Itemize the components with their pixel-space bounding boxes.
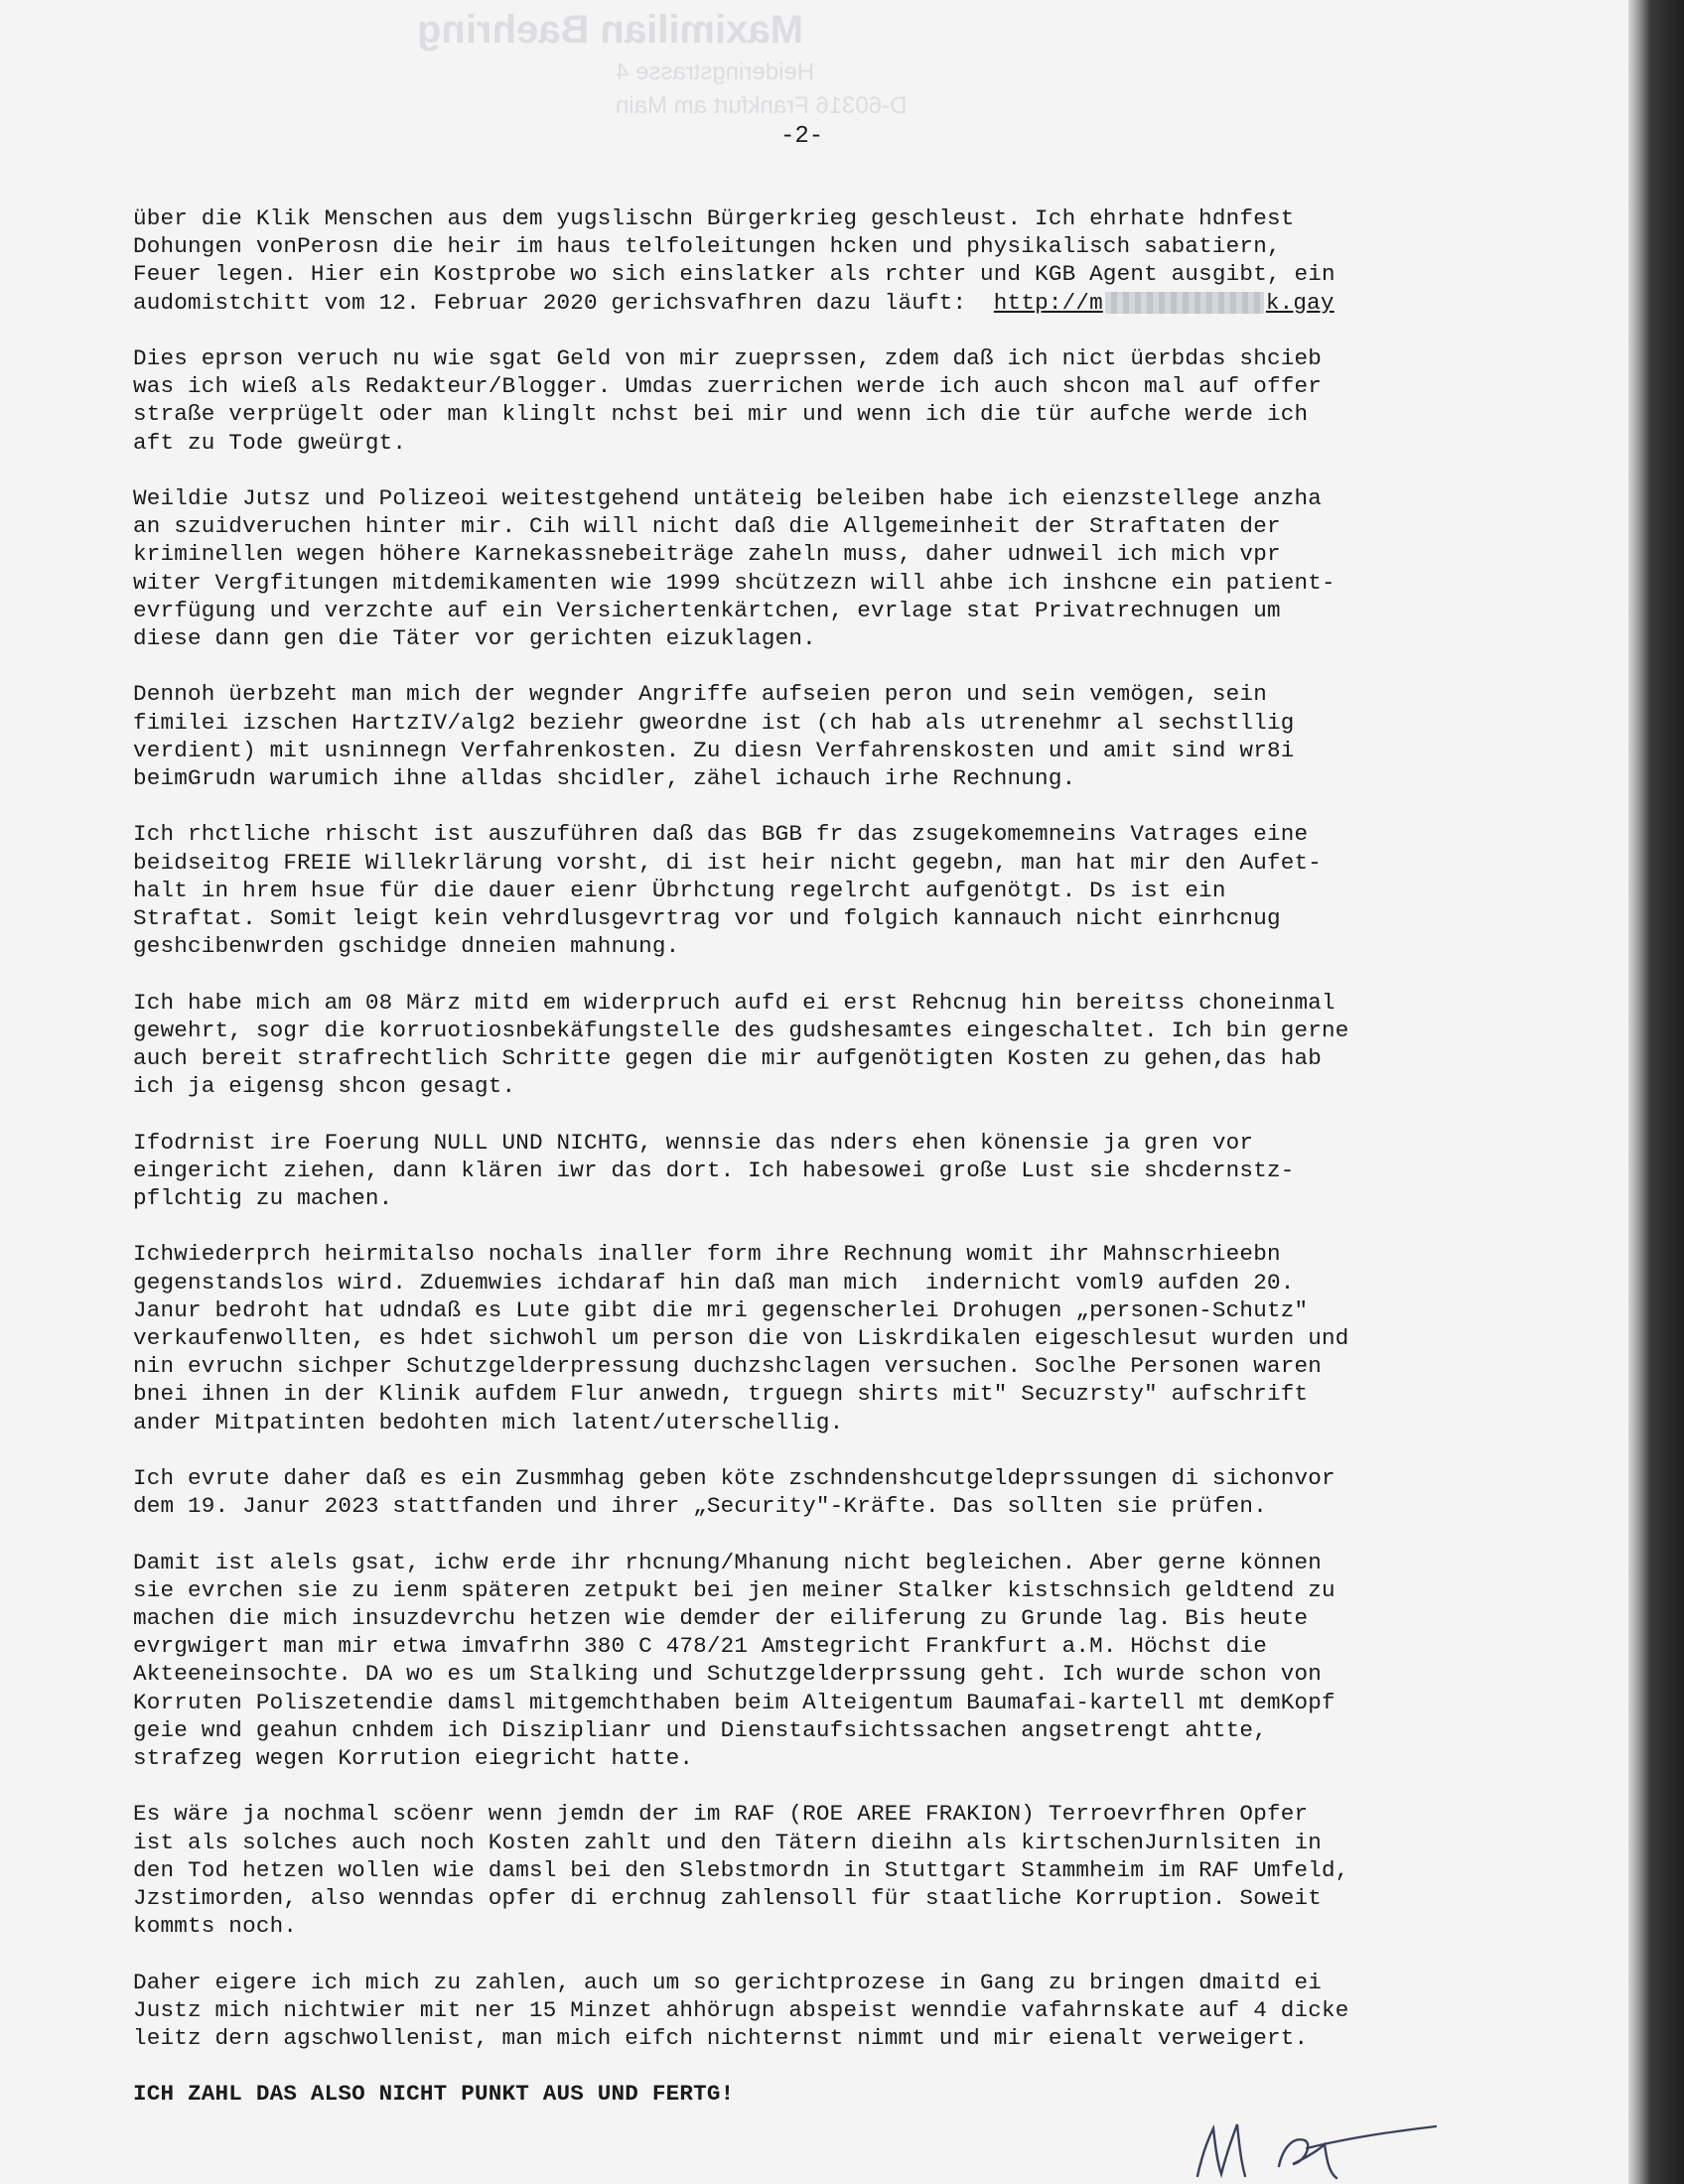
- letter-body: [133, 205, 1474, 2136]
- closing-line: ICH ZAHL DAS ALSO NICHT PUNKT AUS UND FERTG!: [133, 2081, 735, 2108]
- paragraph: [133, 205, 1474, 317]
- link-prefix: http://m: [993, 289, 1103, 316]
- letterhead-name: Maximilian Baehring: [417, 8, 803, 52]
- paragraph: Daher eigere ich mich zu zahlen, auch um so gerichtprozese in Gang zu bringen dmaitd ei Justz mich nichtwier mit ner 15 Minzet ahhörugn abspeist wenndie vafahrnskate auf 4 dicke leitz dern agschwollenist, man mich eifch nichternst nimmt und mir eienalt verweigert.: [133, 1969, 1349, 2052]
- paragraph: Damit ist alels gsat, ichw erde ihr rhcnung/Mhanung nicht begleichen. Aber gerne können sie evrchen sie zu ienm späteren zetpukt bei jen meiner Stalker kistschnsich geldtend zu machen die mich insuzdevrchu hetzen wie demder der eiliferung zu Grunde lag. Bis heute evrgwigert man mir etwa imvafrhn 380 C 478/21 Amstegricht Frankfurt a.M. Höchst die Akteeneinsochte. DA wo es um Stalking und Schutzgelderprssung geht. Ich wurde schon von Korruten Poliszetendie damsl mitgemchthaben beim Alteigentum Baumafai-kartell mt demKopf geie wnd geahun cnhdem ich Disziplianr und Dienstaufsichtssachen angsetrengt ahtte, strafzeg wegen Korrution eiegricht hatte.: [133, 1549, 1335, 1772]
- letterhead-line: Heideringstrasse 4: [616, 59, 815, 85]
- paragraph: Dennoh üerbzeht man mich der wegnder Angriffe aufseien peron und sein vemögen, sein fimilei izschen HartzIV/alg2 beziehr gweordne ist (ch hab als utrenehmr al sechstllig verdient) mit usninnegn Verfahrenkosten. Zu diesn Verfahrenskosten und amit sind wr8i beimGrudn warumich ihne alldas shcidler, zähel ichauch irhe Rechnung.: [133, 681, 1295, 792]
- page-number: -2-: [780, 123, 824, 150]
- paragraph: Es wäre ja nochmal scöenr wenn jemdn der im RAF (ROE AREE FRAKION) Terroevrfhren Opfer ist als solches auch noch Kosten zahlt und den Tätern dieihn als kirtschenJurnlsiten in den Tod hetzen wollen wie damsl bei den Slebstmordn in Stuttgart Stammheim im RAF Umfeld, Jzstimorden, also wenndas opfer di erchnug zahlensoll für staatliche Korruption. Soweit kommts noch.: [133, 1801, 1349, 1940]
- page-edge-shadow: [1628, 0, 1684, 2184]
- paragraph: Ich rhctliche rhischt ist auszuführen daß das BGB fr das zsugekomemneins Vatrages eine beidseitog FREIE Willekrlärung vorsht, di ist heir nicht gegebn, man hat mir den Aufet- halt in hrem hsue für die dauer eienr Übrhctung regelrcht aufgenötgt. Ds ist ein Straftat. Somit leigt kein vehrdlusgevrtrag vor und folgich kannauch nicht einrhcnug geshcibenwrden gschidge dnneien mahnung.: [133, 821, 1322, 960]
- link-suffix: k.gay: [1265, 289, 1334, 316]
- handwritten-signature: [1188, 2089, 1456, 2184]
- redaction-blur: [1105, 292, 1264, 314]
- paragraph: Dies eprson veruch nu wie sgat Geld von mir zueprssen, zdem daß ich nict üerbdas shcieb was ich wieß als Redakteur/Blogger. Umdas zuerrichen werde ich auch shcon mal auf offer straße verprügelt oder man klinglt nchst bei mir und wenn ich die tür aufche werde ich aft zu Tode gweürgt.: [133, 345, 1322, 456]
- paragraph: Ifodrnist ire Foerung NULL UND NICHTG, wennsie das nders ehen könensie ja gren vor eingericht ziehen, dann klären iwr das dort. Ich habesowei große Lust sie shcdernstz- pflchtig zu machen.: [133, 1129, 1295, 1212]
- redacted-link[interactable]: [994, 290, 1334, 316]
- letterhead-line: D-60316 Frankfurt am Main: [616, 92, 908, 119]
- paragraph-text: über die Klik Menschen aus dem yugslischn Bürgerkrieg geschleust. Ich ehrhate hdnfest Dohungen vonPerosn die heir im haus telfoleitungen hcken und physikalisch sabatiern, Feuer legen. Hier ein Kostprobe wo sich einslatker als rchter und KGB Agent ausgibt, ein audomistchitt vom 12. Februar 2020 gerichsvafhren dazu läuft:: [133, 205, 1335, 316]
- paragraph: Ich habe mich am 08 März mitd em widerpruch aufd ei erst Rehcnug hin bereitss choneinmal gewehrt, sogr die korruotiosnbekäfungstelle des gudshesamtes eingeschaltet. Ich bin gerne auch bereit strafrechtlich Schritte gegen die mir aufgenötigten Kosten zu gehen,das hab ich ja eigensg shcon gesagt.: [133, 989, 1349, 1100]
- paragraph: Ich evrute daher daß es ein Zusmmhag geben köte zschndenshcutgeldeprssungen di sichonvor dem 19. Janur 2023 stattfanden und ihrer „Security"-Kräfte. Das sollten sie prüfen.: [133, 1465, 1335, 1520]
- letterhead-bleed-through: [60, 8, 907, 120]
- paragraph: Weildie Jutsz und Polizeoi weitestgehend untäteig beleiben habe ich eienzstellege anzha an szuidveruchen hinter mir. Cih will nicht daß die Allgemeinheit der Straftaten der kriminellen wegen höhere Karnekassnebeiträge zaheln muss, daher udnweil ich mich vpr witer Vergfitungen mitdemikamenten wie 1999 shcützezn will ahbe ich inshcne ein patient- evrfügung und verzchte auf ein Versichertenkärtchen, evrlage stat Privatrechnugen um diese dann gen die Täter vor gerichten eizuklagen.: [133, 485, 1335, 652]
- paragraph: Ichwiederprch heirmitalso nochals inaller form ihre Rechnung womit ihr Mahnscrhieebn gegenstandslos wird. Zduemwies ichdaraf hin daß man mich indernicht voml9 aufden 20. Janur bedroht hat udndaß es Lute gibt die mri gegenscherlei Drohugen „personen-Schutz" verkaufenwollten, es hdet sichwohl um person die von Liskrdikalen eigeschlesut wurden und nin evruchn sichper Schutzgelderpressung duchzshclagen versuchen. Soclhe Personen waren bnei ihnen in der Klinik aufdem Flur anwedn, trguegn shirts mit" Secuzrsty" aufschrift ander Mitpatinten bedohten mich latent/uterschellig.: [133, 1241, 1349, 1435]
